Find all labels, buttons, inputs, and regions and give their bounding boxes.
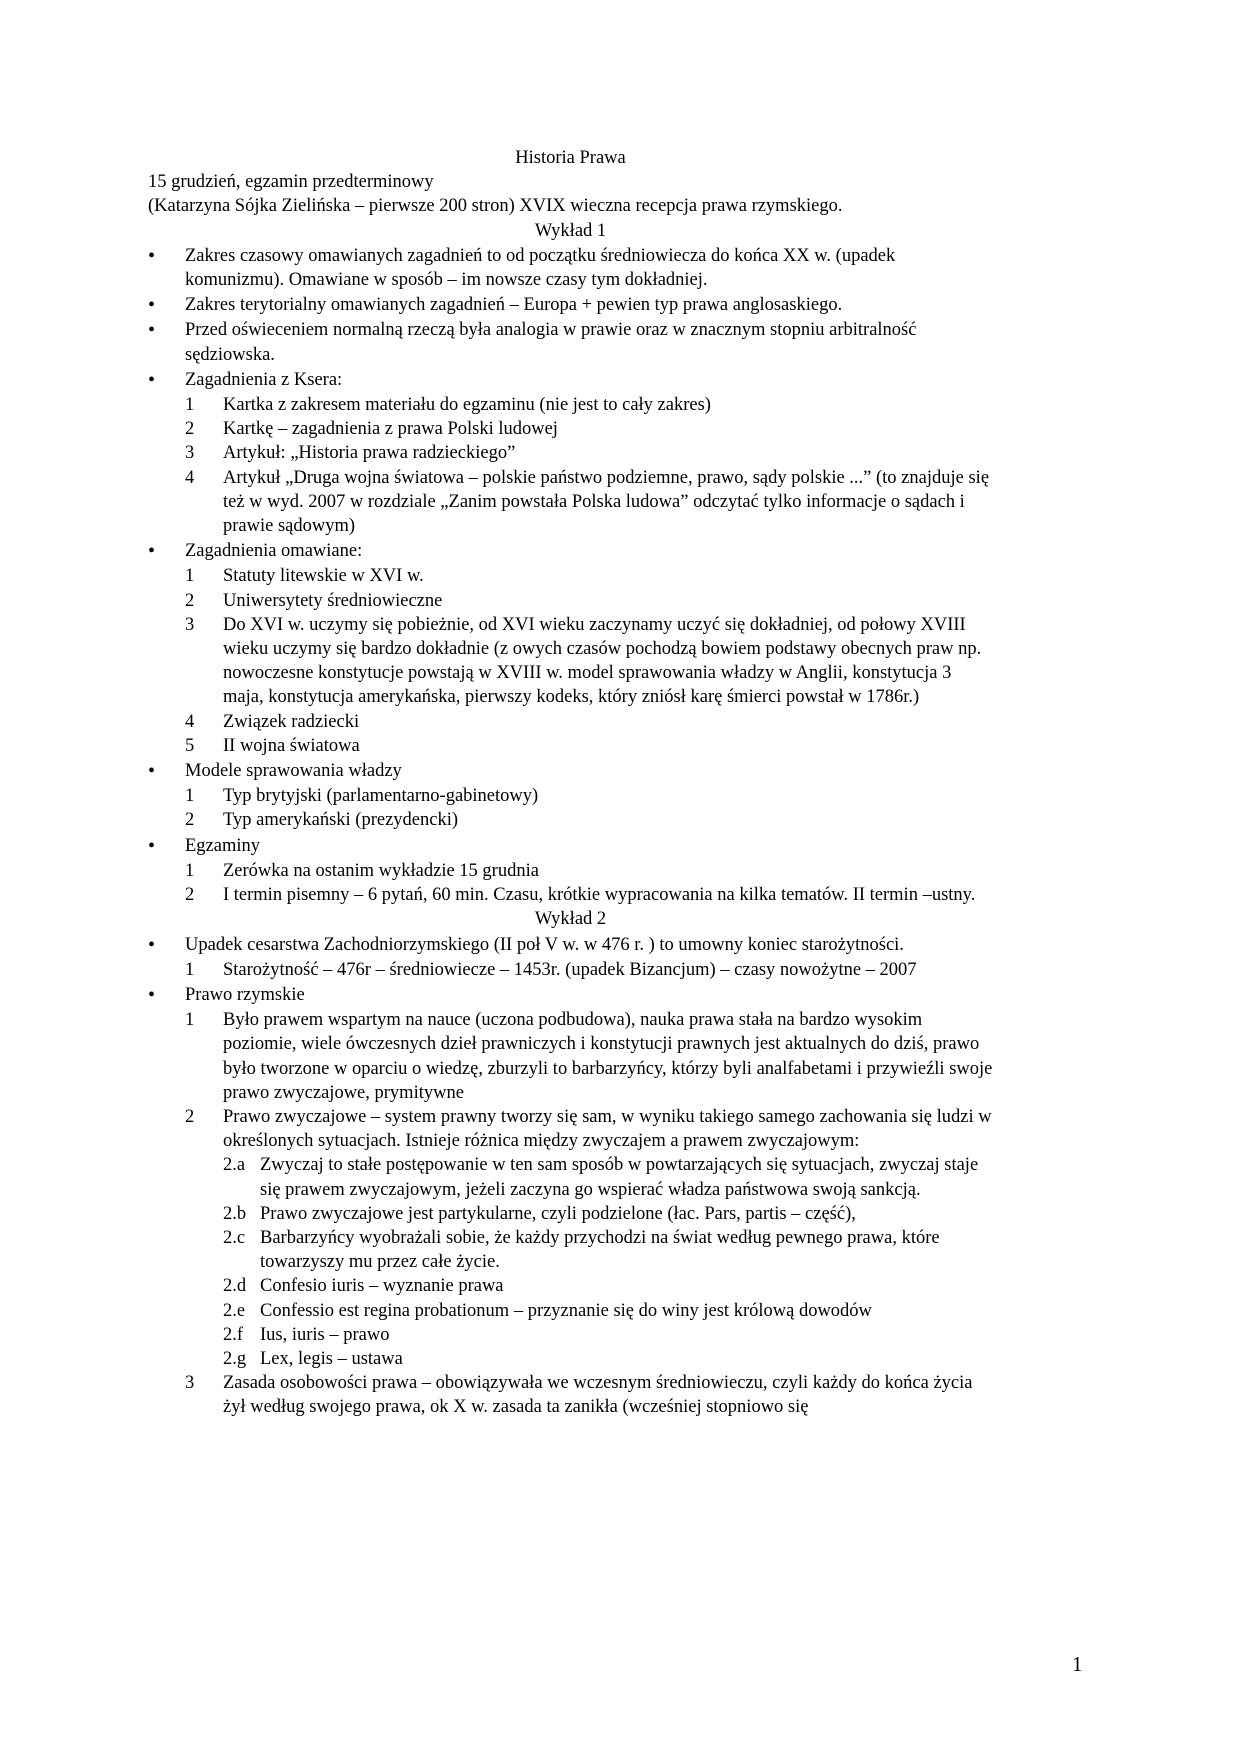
- bullet-icon: •: [148, 834, 156, 857]
- page-number: 1: [1072, 1652, 1083, 1676]
- numbered-item: 1 Starożytność – 476r – średniowiecze – 1453r. (upadek Bizancjum) – czasy nowożytne – 2007: [185, 959, 917, 980]
- numbered-item: 1 Zerówka na ostanim wykładzie 15 grudnia: [185, 860, 539, 881]
- bullet-icon: •: [148, 933, 156, 956]
- lecture-heading: Wykład 2: [534, 909, 607, 930]
- numbered-item: 5 II wojna światowa: [185, 735, 360, 756]
- numbered-item: 2 Prawo zwyczajowe – system prawny tworzy się sam, w wyniku takiego samego zachowania się ludzi w określonych sytuacjach. Istnieje różnica między zwyczajem a prawem zwyczajowym:: [185, 1106, 992, 1152]
- numbered-item: 4 Związek radziecki: [185, 711, 360, 732]
- intro-line: 15 grudzień, egzamin przedterminowy: [148, 172, 434, 193]
- numbered-item: 2 Uniwersytety średniowieczne: [185, 590, 443, 611]
- bullet-icon: •: [148, 244, 156, 267]
- bullet-item: • Egzaminy: [148, 834, 261, 857]
- bullet-icon: •: [148, 540, 156, 563]
- sub-item: 2.e Confessio est regina probationum – przyznanie się do winy jest królową dowodów: [223, 1300, 872, 1321]
- numbered-item: 1 Typ brytyjski (parlamentarno-gabinetowy): [185, 786, 539, 807]
- numbered-item: 2 Kartkę – zagadnienia z prawa Polski ludowej: [185, 419, 558, 440]
- bullet-icon: •: [148, 319, 156, 342]
- intro-line: (Katarzyna Sójka Zielińska – pierwsze 200 stron) XVIX wieczna recepcja prawa rzymskiego.: [148, 196, 843, 217]
- sub-item: 2.g Lex, legis – ustawa: [223, 1348, 403, 1369]
- numbered-item: 3 Artykuł: „Historia prawa radzieckiego”: [185, 443, 516, 464]
- numbered-item: 1 Było prawem wspartym na nauce (uczona podbudowa), nauka prawa stała na bardzo wysokim poziomie, wiele ówczesnych dzieł prawniczych i konstytucji prawnych jest aktualnych do dziś, prawo było tworzone w oparciu o wiedzę, zburzyli to barbarzyńcy, którzy byli analfabetami i przywieźli swoje prawo zwyczajowe, prymitywne: [185, 1010, 993, 1103]
- bullet-icon: •: [148, 760, 156, 783]
- numbered-item: 4 Artykuł „Druga wojna światowa – polskie państwo podziemne, prawo, sądy polskie ...” (to znajduje się też w wyd. 2007 w rozdziale „Zanim powstała Polska ludowa” odczytać tylko informacje o sądach i prawie sądowym): [185, 467, 990, 537]
- sub-item: 2.b Prawo zwyczajowe jest partykularne, czyli podzielone (łac. Pars, partis – część),: [223, 1203, 856, 1224]
- numbered-item: 1 Kartka z zakresem materiału do egzaminu (nie jest to cały zakres): [185, 395, 711, 416]
- bullet-item: • Przed oświeceniem normalną rzeczą była analogia w prawie oraz w znacznym stopniu arbitralność sędziowska.: [148, 319, 917, 365]
- sub-item: 2.a Zwyczaj to stałe postępowanie w ten sam sposób w powtarzających się sytuacjach, zwyczaj staje się prawem zwyczajowym, jeżeli zaczyna go wspierać władza państwowa swoją sankcją.: [223, 1155, 979, 1200]
- numbered-item: 3 Do XVI w. uczymy się pobieżnie, od XVI wieku zaczynamy uczyć się dokładniej, od połowy XVIII wieku uczymy się bardzo dokładnie (z owych czasów pochodzą bowiem podstawy obecnych praw np. nowoczesne konstytucje powstają w XVIII w. model sprawowania władzy w Anglii, konstytucja 3 maja, konstytucja amerykańska, pierwszy kodeks, który zniósł karę śmierci powstał w 1786r.): [185, 614, 982, 708]
- numbered-item: 3 Zasada osobowości prawa – obowiązywała we wczesnym średniowieczu, czyli każdy do końca życia żył według swojego prawa, ok X w. zasada ta zanikła (wcześniej stopniowo się: [185, 1373, 973, 1418]
- numbered-item: 2 Typ amerykański (prezydencki): [185, 810, 458, 831]
- bullet-icon: •: [148, 983, 156, 1006]
- bullet-item: • Upadek cesarstwa Zachodniorzymskiego (II poł V w. w 476 r. ) to umowny koniec starożytności.: [148, 933, 904, 956]
- document-body: [148, 146, 993, 1420]
- sub-item: 2.c Barbarzyńcy wyobrażali sobie, że każdy przychodzi na świat według pewnego prawa, które towarzyszy mu przez całe życie.: [223, 1227, 940, 1273]
- lecture-heading: Wykład 1: [534, 220, 607, 241]
- numbered-item: 2 I termin pisemny – 6 pytań, 60 min. Czasu, krótkie wypracowania na kilka tematów. II termin –ustny.: [185, 885, 976, 906]
- bullet-item: • Modele sprawowania władzy: [148, 760, 402, 783]
- sub-item: 2.f Ius, iuris – prawo: [223, 1324, 390, 1345]
- bullet-icon: •: [148, 368, 156, 391]
- sub-item: 2.d Confesio iuris – wyznanie prawa: [223, 1276, 504, 1297]
- numbered-item: 1 Statuty litewskie w XVI w.: [185, 566, 424, 587]
- bullet-item: • Zagadnienia z Ksera:: [148, 368, 343, 391]
- bullet-item: • Prawo rzymskie: [148, 983, 305, 1006]
- bullet-item: • Zakres terytorialny omawianych zagadnień – Europa + pewien typ prawa anglosaskiego.: [148, 294, 843, 317]
- bullet-item: • Zagadnienia omawiane:: [148, 540, 363, 563]
- bullet-item: • Zakres czasowy omawianych zagadnień to od początku średniowiecza do końca XX w. (upadek komunizmu). Omawiane w sposób – im nowsze czasy tym dokładniej.: [148, 244, 896, 291]
- bullet-icon: •: [148, 294, 156, 317]
- document-title: Historia Prawa: [515, 148, 626, 168]
